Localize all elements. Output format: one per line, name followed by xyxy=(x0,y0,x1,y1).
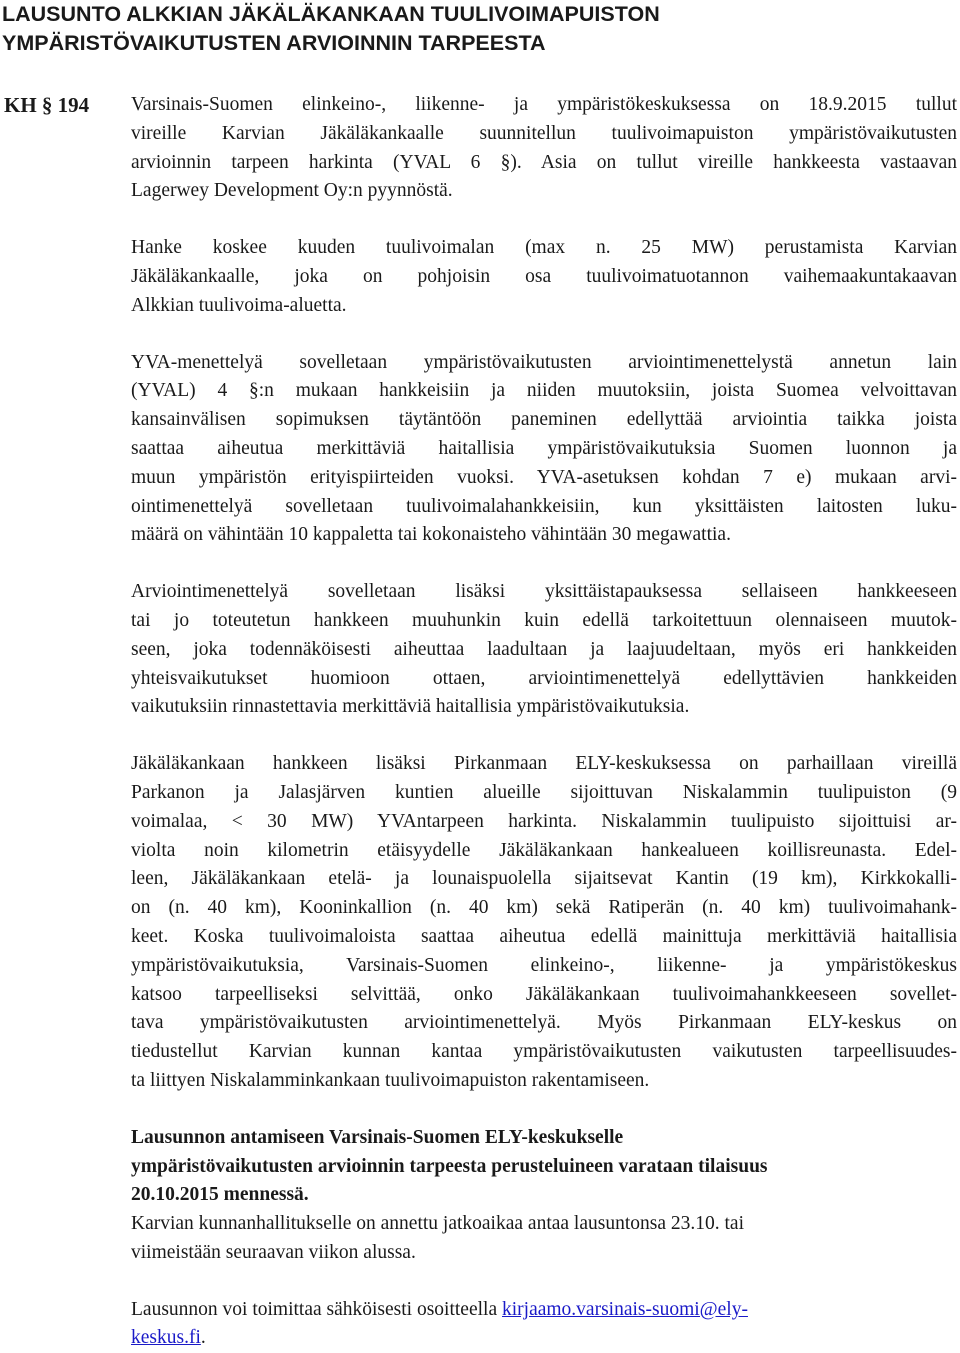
paragraph-line: seen, joka todennäköisesti aiheuttaa laadultaan ja laajuudeltaan, myös eri hankkeiden xyxy=(131,638,957,660)
paragraph-line: Karvian kunnanhallitukselle on annettu jatkoaikaa antaa lausuntonsa 23.10. tai xyxy=(131,1213,744,1235)
paragraph-line: tiedustellut Karvian kunnan kantaa ympäristövaikutusten vaikutusten tarpeellisuudes- xyxy=(131,1041,957,1063)
paragraph-line: on (n. 40 km), Kooninkallion (n. 40 km) sekä Ratiperän (n. 40 km) tuulivoimahank- xyxy=(131,897,957,919)
paragraph-line: Parkanon ja Jalasjärven kuntien alueille sijoittuvan Niskalammin tuulipuiston (9 xyxy=(131,781,957,803)
paragraph-line: YVA-menettelyä sovelletaan ympäristövaikutusten arviointimenettelystä annetun lain xyxy=(131,351,957,373)
paragraph-line: leen, Jäkäläkankaan etelä- ja lounaispuolella sijaitsevat Kantin (19 km), Kirkkokalli- xyxy=(131,868,957,890)
paragraph-line: viimeistään seuraavan viikon alussa. xyxy=(131,1241,416,1263)
paragraph-line: saattaa aiheutua merkittäviä haitallisia ympäristövaikutuksia Suomen luonnon ja xyxy=(131,437,957,459)
paragraph-line: arvioinnin tarpeen harkinta (YVAL 6 §). Asia on tullut vireille hankkeesta vastaavan xyxy=(131,151,957,173)
paragraph-line: Lagerwey Development Oy:n pyynnöstä. xyxy=(131,180,453,202)
document-title-line-2: YMPÄRISTÖVAIKUTUSTEN ARVIOINNIN TARPEESTA xyxy=(2,31,546,55)
paragraph-line: määrä on vähintään 10 kappaletta tai kokonaisteho vähintään 30 megawattia. xyxy=(131,524,731,546)
paragraph-line: yhteisvaikutukset huomioon ottaen, arviointimenettelyä edellyttävien hankkeiden xyxy=(131,667,957,689)
submission-text: Lausunnon voi toimittaa sähköisesti osoitteella xyxy=(131,1298,502,1320)
email-link-continued[interactable]: keskus.fi xyxy=(131,1327,201,1349)
paragraph-line: keet. Koska tuulivoimaloista saattaa aiheutua edellä mainittuja merkittäviä haitallisia xyxy=(131,925,957,947)
submission-end: . xyxy=(200,1327,206,1349)
paragraph-line: tava ympäristövaikutusten arviointimenettelyä. Myös Pirkanmaan ELY-keskus on xyxy=(131,1012,957,1034)
paragraph-line: Hanke koskee kuuden tuulivoimalan (max n. 25 MW) perustamista Karvian xyxy=(131,237,957,259)
paragraph-line: Jäkäläkankaalle, joka on pohjoisin osa tuulivoimatuotannon vaihemaakuntakaavan xyxy=(131,265,957,287)
paragraph-7 xyxy=(131,1296,957,1353)
paragraph-line: violta noin kilometrin etäisyydelle Jäkäläkankaan hankealueen koillisreunasta. Edel- xyxy=(131,839,957,861)
paragraph-1 xyxy=(131,91,957,206)
paragraph-line: Arviointimenettelyä sovelletaan lisäksi yksittäistapauksessa sellaiseen hankkeeseen xyxy=(131,581,957,603)
paragraph-line: ta liittyen Niskalamminkankaan tuulivoimapuiston rakentamiseen. xyxy=(131,1069,650,1091)
document-body xyxy=(131,91,957,1353)
paragraph-line: (YVAL) 4 §:n mukaan hankkeisiin ja niiden muutoksiin, joista Suomea velvoittavan xyxy=(131,380,957,402)
document-title xyxy=(2,0,952,58)
paragraph-line: tai jo toteutetun hankkeen muuhunkin kuin edellä tarkoitettuun olennaiseen muutok- xyxy=(131,609,957,631)
paragraph-line: vireille Karvian Jäkäläkankaalle suunnitellun tuulivoimapuiston ympäristövaikutusten xyxy=(131,122,957,144)
paragraph-5 xyxy=(131,750,957,1096)
paragraph-2 xyxy=(131,234,957,320)
paragraph-line: ointimenettelyä sovelletaan tuulivoimalahankkeisiin, kun yksittäisten laitosten luku- xyxy=(131,495,957,517)
paragraph-line: vaikutuksiin rinnastettavia merkittäviä haitallisia ympäristövaikutuksia. xyxy=(131,696,690,718)
section-label: KH § 194 xyxy=(4,93,90,117)
document-title-line-1: LAUSUNTO ALKKIAN JÄKÄLÄKANKAAN TUULIVOIMAPUISTON xyxy=(2,2,660,26)
paragraph-6 xyxy=(131,1124,957,1268)
paragraph-line: kansainvälisen sopimuksen täytäntöön paneminen edellyttää arviointia taikka joista xyxy=(131,409,957,431)
decision-line: Lausunnon antamiseen Varsinais-Suomen ELY-keskukselle xyxy=(131,1126,624,1148)
paragraph-4 xyxy=(131,578,957,722)
paragraph-3 xyxy=(131,349,957,551)
paragraph-line: muun ympäristön erityispiirteiden vuoksi. YVA-asetuksen kohdan 7 e) mukaan arvi- xyxy=(131,466,957,488)
paragraph-line: Jäkäläkankaan hankkeen lisäksi Pirkanmaan ELY-keskuksessa on parhaillaan vireillä xyxy=(131,753,957,775)
paragraph-line: ympäristövaikutuksia, Varsinais-Suomen elinkeino-, liikenne- ja ympäristökeskus xyxy=(131,954,957,976)
paragraph-line: Varsinais-Suomen elinkeino-, liikenne- ja ympäristökeskuksessa on 18.9.2015 tullut xyxy=(131,94,957,115)
decision-line: ympäristövaikutusten arvioinnin tarpeesta perusteluineen varataan tilaisuus xyxy=(131,1155,768,1177)
paragraph-line: voimalaa, < 30 MW) YVAntarpeen harkinta. Niskalammin tuulipuisto sijoittuisi ar- xyxy=(131,810,957,832)
email-link[interactable]: kirjaamo.varsinais-suomi@ely- xyxy=(502,1298,748,1320)
paragraph-line: katsoo tarpeelliseksi selvittää, onko Jäkäläkankaan tuulivoimahankkeeseen sovellet- xyxy=(131,983,957,1005)
decision-line: 20.10.2015 mennessä. xyxy=(131,1184,309,1206)
paragraph-line: Alkkian tuulivoima-aluetta. xyxy=(131,294,347,316)
